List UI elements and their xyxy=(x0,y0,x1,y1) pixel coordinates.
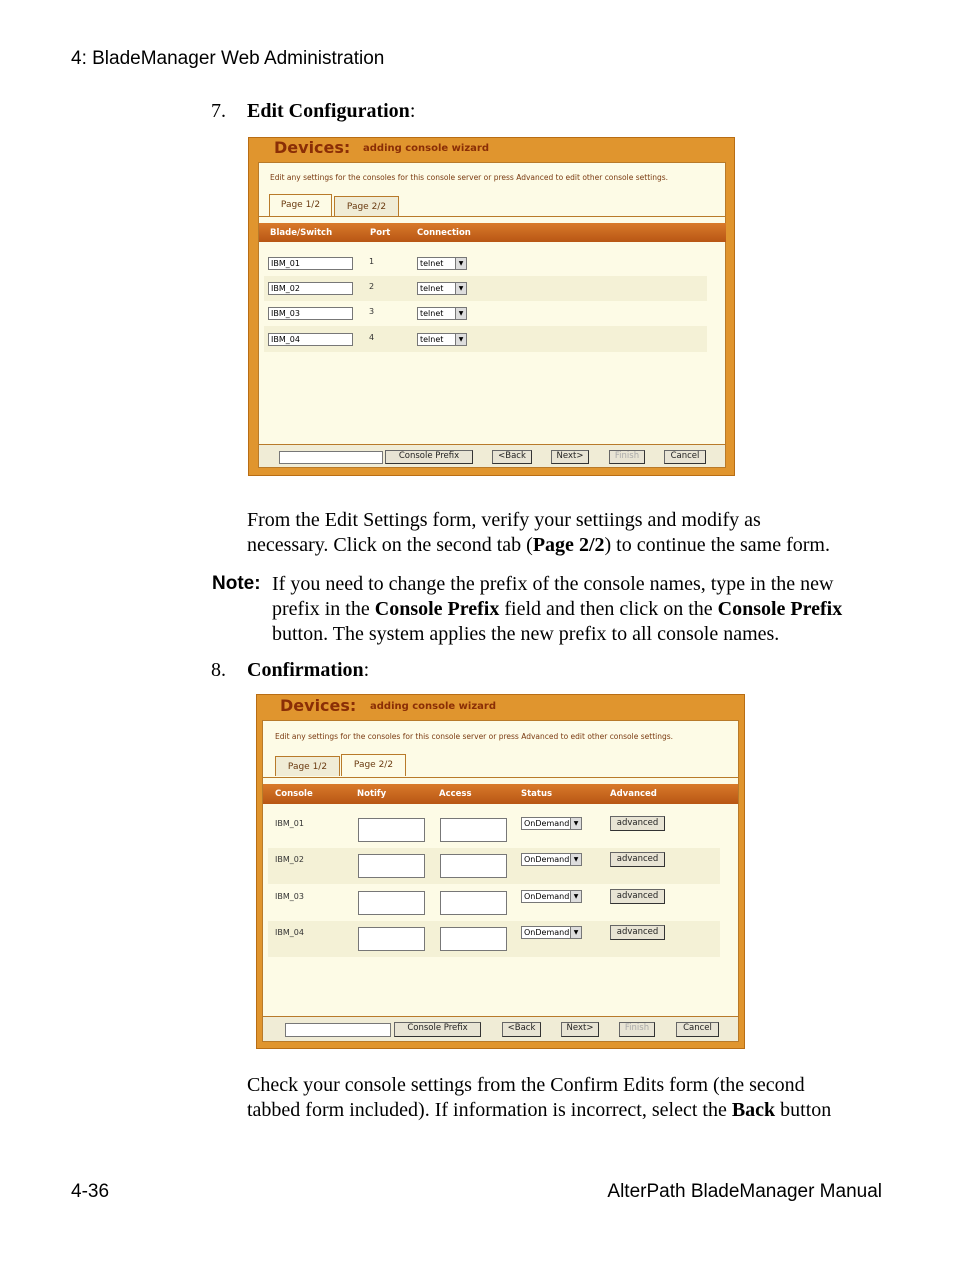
note-line: button. The system applies the new prefix to all console names. xyxy=(272,623,780,645)
next-button[interactable]: Next> xyxy=(561,1022,599,1037)
table-header xyxy=(263,784,738,804)
connection-select[interactable] xyxy=(417,307,467,320)
advanced-button[interactable]: advanced xyxy=(610,816,665,831)
table-row xyxy=(268,884,720,921)
connection-select[interactable] xyxy=(417,333,467,346)
tab-page-2[interactable]: Page 2/2 xyxy=(341,754,406,776)
cancel-button[interactable]: Cancel xyxy=(676,1022,719,1037)
console-name: IBM_01 xyxy=(275,819,304,828)
paragraph-check-settings xyxy=(247,1073,907,1123)
text-run: field and then click on the xyxy=(499,598,718,620)
table-header xyxy=(259,223,726,242)
notify-input[interactable] xyxy=(358,891,425,915)
chevron-down-icon: ▼ xyxy=(455,308,466,319)
col-access: Access xyxy=(439,789,472,799)
tab-page-2[interactable]: Page 2/2 xyxy=(334,196,399,216)
status-select[interactable] xyxy=(521,817,582,830)
next-button[interactable]: Next> xyxy=(551,450,589,464)
col-port: Port xyxy=(370,228,391,238)
console-name: IBM_03 xyxy=(275,892,304,901)
step-8-heading xyxy=(211,659,369,682)
access-input[interactable] xyxy=(440,854,507,878)
table-row xyxy=(268,812,720,848)
port-value: 2 xyxy=(369,282,375,291)
step-title: Confirmation xyxy=(247,659,364,681)
text-run: button xyxy=(775,1099,832,1121)
para-line: From the Edit Settings form, verify your settiings and modify as xyxy=(247,509,761,531)
status-select[interactable] xyxy=(521,890,582,903)
connection-select[interactable] xyxy=(417,257,467,270)
chevron-down-icon: ▼ xyxy=(455,334,466,345)
back-button[interactable]: <Back xyxy=(502,1022,541,1037)
console-name-input[interactable]: IBM_04 xyxy=(268,333,353,346)
advanced-button[interactable]: advanced xyxy=(610,852,665,867)
col-blade-switch: Blade/Switch xyxy=(270,228,333,238)
status-select[interactable] xyxy=(521,853,582,866)
table-row xyxy=(264,276,707,301)
text-run-bold: Page 2/2 xyxy=(532,534,605,556)
connection-value: telnet xyxy=(420,309,444,318)
para-line: Check your console settings from the Confirm Edits form (the second xyxy=(247,1074,805,1096)
access-input[interactable] xyxy=(440,927,507,951)
console-name-input[interactable]: IBM_03 xyxy=(268,307,353,320)
port-value: 3 xyxy=(369,307,375,316)
status-value: OnDemand xyxy=(524,892,570,901)
col-console: Console xyxy=(275,789,313,799)
port-value: 1 xyxy=(369,257,375,266)
step-number: 7. xyxy=(211,100,226,122)
cancel-button[interactable]: Cancel xyxy=(664,450,706,464)
paragraph-edit-settings xyxy=(247,508,907,558)
step-suffix: : xyxy=(363,659,370,681)
col-notify: Notify xyxy=(357,789,387,799)
console-prefix-field[interactable] xyxy=(279,451,383,464)
status-value: OnDemand xyxy=(524,819,570,828)
text-run-bold: Back xyxy=(731,1099,776,1121)
table-row xyxy=(268,921,720,957)
back-button[interactable]: <Back xyxy=(492,450,532,464)
tab-page-1[interactable]: Page 1/2 xyxy=(269,194,332,216)
manual-title: AlterPath BladeManager Manual xyxy=(607,1181,882,1202)
chevron-down-icon: ▼ xyxy=(570,927,581,938)
chevron-down-icon: ▼ xyxy=(570,854,581,865)
notify-input[interactable] xyxy=(358,818,425,842)
console-prefix-button[interactable]: Console Prefix xyxy=(394,1022,481,1037)
tab-strip xyxy=(259,196,725,217)
note-text xyxy=(272,572,912,647)
note-line xyxy=(272,597,912,622)
console-name: IBM_04 xyxy=(275,928,304,937)
step-7-heading xyxy=(211,100,415,123)
connection-value: telnet xyxy=(420,284,444,293)
wizard-subtitle: adding console wizard xyxy=(370,701,497,712)
text-run: tabbed form included). If information is incorrect, select the xyxy=(247,1099,732,1121)
col-connection: Connection xyxy=(417,228,471,238)
step-title: Edit Configuration xyxy=(247,100,410,122)
wizard-title: Devices: xyxy=(274,138,351,157)
chevron-down-icon: ▼ xyxy=(455,258,466,269)
access-input[interactable] xyxy=(440,891,507,915)
console-name-input[interactable]: IBM_02 xyxy=(268,282,353,295)
finish-button[interactable]: Finish xyxy=(619,1022,655,1037)
text-run: ) to continue the same form. xyxy=(604,534,830,556)
console-name-input[interactable]: IBM_01 xyxy=(268,257,353,270)
text-run: prefix in the xyxy=(272,598,375,620)
access-input[interactable] xyxy=(440,818,507,842)
table-row xyxy=(264,251,707,276)
notify-input[interactable] xyxy=(358,854,425,878)
wizard-subtitle: adding console wizard xyxy=(363,143,490,154)
console-prefix-button[interactable]: Console Prefix xyxy=(385,450,473,464)
console-name: IBM_02 xyxy=(275,855,304,864)
advanced-button[interactable]: advanced xyxy=(610,925,665,940)
wizard-title: Devices: xyxy=(280,696,357,715)
console-prefix-field[interactable] xyxy=(285,1023,391,1037)
note-label: Note: xyxy=(212,573,261,594)
wizard-footer-bar xyxy=(259,444,725,467)
col-status: Status xyxy=(521,789,553,799)
step-number: 8. xyxy=(211,659,226,681)
chevron-down-icon: ▼ xyxy=(570,891,581,902)
table-row xyxy=(268,848,720,884)
running-header: 4: BladeManager Web Administration xyxy=(71,48,385,69)
text-run-bold: Console Prefix xyxy=(717,598,843,620)
connection-value: telnet xyxy=(420,335,444,344)
para-line xyxy=(247,533,907,558)
col-advanced: Advanced xyxy=(610,789,657,799)
wizard-screenshot-page1 xyxy=(248,137,735,476)
advanced-button[interactable]: advanced xyxy=(610,889,665,904)
wizard-description: Edit any settings for the consoles for this console server or press Advanced to edit other console settings. xyxy=(270,173,669,182)
para-line xyxy=(247,1098,907,1123)
status-select[interactable] xyxy=(521,926,582,939)
connection-value: telnet xyxy=(420,259,444,268)
wizard-footer-bar xyxy=(263,1016,738,1041)
text-run-bold: Console Prefix xyxy=(374,598,500,620)
connection-select[interactable] xyxy=(417,282,467,295)
tab-page-1[interactable]: Page 1/2 xyxy=(275,756,340,776)
status-value: OnDemand xyxy=(524,928,570,937)
wizard-panel xyxy=(262,720,739,1042)
step-suffix: : xyxy=(409,100,416,122)
wizard-description: Edit any settings for the consoles for this console server or press Advanced to edit other console settings. xyxy=(275,732,674,741)
wizard-screenshot-page2 xyxy=(256,694,745,1049)
table-row xyxy=(264,301,707,326)
text-run: necessary. Click on the second tab ( xyxy=(247,534,533,556)
tab-strip xyxy=(263,756,738,778)
note-line: If you need to change the prefix of the console names, type in the new xyxy=(272,573,834,595)
port-value: 4 xyxy=(369,333,375,342)
chevron-down-icon: ▼ xyxy=(570,818,581,829)
wizard-panel xyxy=(258,162,726,468)
status-value: OnDemand xyxy=(524,855,570,864)
table-row xyxy=(264,326,707,352)
finish-button[interactable]: Finish xyxy=(609,450,645,464)
notify-input[interactable] xyxy=(358,927,425,951)
chevron-down-icon: ▼ xyxy=(455,283,466,294)
page-number: 4-36 xyxy=(71,1181,110,1202)
